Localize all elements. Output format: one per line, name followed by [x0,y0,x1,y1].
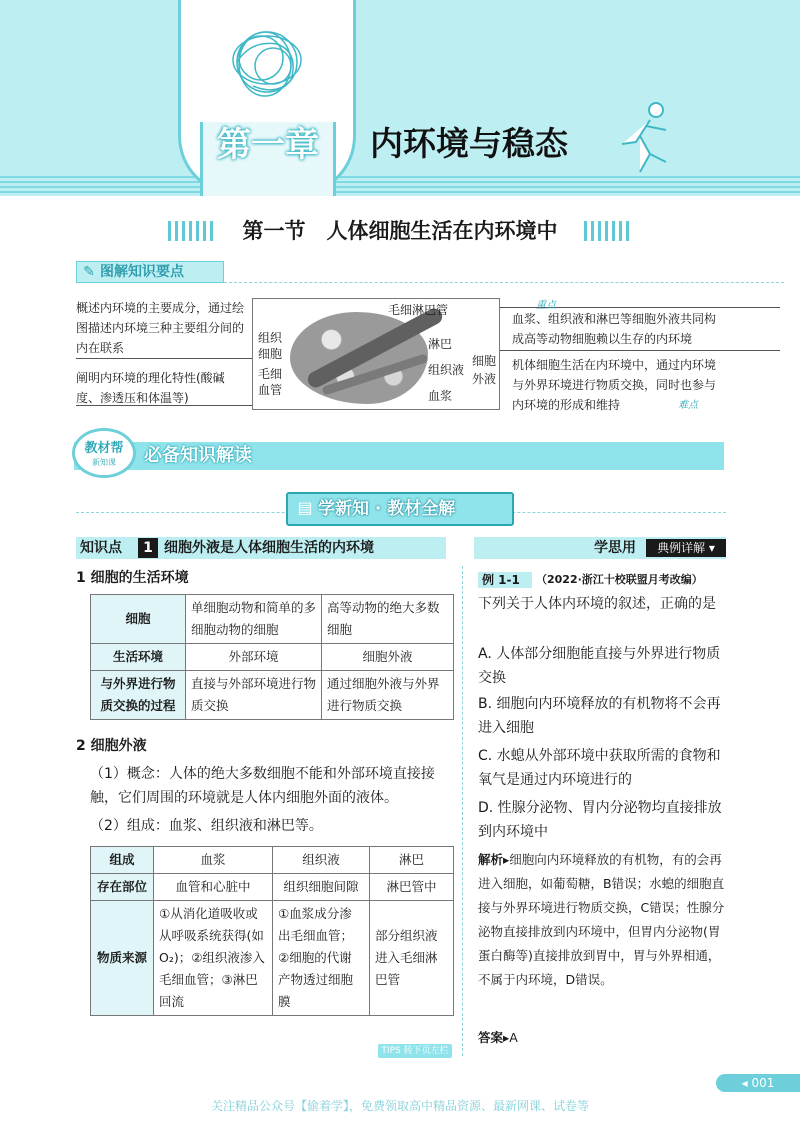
table-cell: 血管和心脏中 [154,874,273,901]
table-cell: 部分组织液进入毛细淋巴管 [370,901,454,1016]
table-cell: 通过细胞外液与外界进行物质交换 [322,671,454,720]
table-cell: 淋巴管中 [370,874,454,901]
objective-left-2: 阐明内环境的理化特性(酸碱度、渗透压和体温等) [76,371,225,405]
table-head: 与外界进行物质交换的过程 [91,671,186,720]
table-cell: 单细胞动物和简单的多细胞动物的细胞 [186,595,322,644]
table-cell: 血浆 [154,847,273,874]
key-points-title: 图解知识要点 [100,264,184,280]
table-cell: 组织细胞间隙 [273,874,370,901]
example-tag: 例 1-1 [478,572,532,588]
notebook-icon: ▤ [297,498,313,517]
objective-right-1: 血浆、组织液和淋巴等细胞外液共同构成高等动物细胞赖以生存的内环境 [512,312,717,346]
essential-badge-text: 教材帮 [84,441,124,456]
knowledge-point-number: 1 [138,538,158,558]
tag-key-point: 重点 [536,300,556,311]
xsy-tag-label: 典例详解 [657,541,706,555]
answer-block [478,1026,726,1050]
section-bars-left [168,221,214,241]
objective-left-1: 概述内环境的主要成分，通过绘图描述内环境三种主要组分间的内在联系 [76,301,245,355]
table-row [91,671,454,720]
knowledge-point-label: 知识点 [80,540,122,556]
table-head: 物质来源 [91,901,154,1016]
section-bars-right [584,221,630,241]
page-number-value: 001 [751,1076,775,1090]
answer-label: 答案 [478,1030,504,1045]
runner-icon [610,100,680,176]
answer-text: A [509,1030,518,1045]
analysis-text: 细胞向内环境释放的有机物，有的会再进入细胞，如葡萄糖，B错误；水螅的细胞直接与外界环境进行物质交换，C错误；性腺分泌物直接排放到内环境中，但胃内分泌物(胃蛋白酶等)直接排放到胃中，胃与外界相通，不属于内环境，D错误。 [478,852,725,987]
chapter-title: 内环境与稳态 [370,124,568,163]
arrow-icon: ◂ [741,1076,752,1090]
table-head: 生活环境 [91,644,186,671]
table-row [91,901,454,1016]
table-row [91,595,454,644]
label-plasma: 血浆 [428,389,453,403]
knowledge-point-title: 细胞外液是人体细胞生活的内环境 [164,540,374,556]
label-tissue-cell: 组织细胞 [258,331,283,361]
header-stripes [0,176,800,196]
table-cell: ①血浆成分渗出毛细血管；②细胞的代谢产物透过细胞膜 [273,901,370,1016]
analysis-label: 解析 [478,852,504,867]
analysis-block [478,848,726,992]
table-row [91,847,454,874]
table-cell: 细胞外液 [322,644,454,671]
label-capillary-lymph: 毛细淋巴管 [388,303,449,317]
essential-badge-sub: 新知课 [92,458,116,467]
paragraph-composition: （2）组成：血浆、组织液和淋巴等。 [90,818,323,834]
key-points-rule [224,282,784,283]
label-ecf: 细胞外液 [472,354,497,386]
label-lymph: 淋巴 [428,337,453,351]
option-b: B. 细胞向内环境释放的有机物将不会再进入细胞 [478,696,721,736]
ecf-table [90,846,454,1016]
table-cell: 高等动物的绝大多数细胞 [322,595,454,644]
tips-tag: TIPS 转下页左栏 [378,1044,452,1058]
heading-ecf: 2 细胞外液 [76,738,147,754]
footer-text: 关注精品公众号【偷着学】，免费领取高中精品资源、最新网课、试卷等 [210,1099,589,1113]
xsy-label: 学思用 [594,540,636,556]
divider [76,358,252,359]
chapter-label: 第一章 [217,125,319,165]
table-row [91,874,454,901]
label-capillary: 毛细血管 [258,367,283,397]
divider [500,350,780,351]
option-d: D. 性腺分泌物、胃内分泌物均直接排放到内环境中 [478,800,722,840]
essential-title: 必备知识解读 [144,445,252,466]
column-divider [462,566,463,1056]
table-row [91,644,454,671]
xsy-tag [646,539,726,557]
table-head: 细胞 [91,595,186,644]
table-cell: 直接与外部环境进行物质交换 [186,671,322,720]
pencil-icon: ✎ [83,264,95,280]
heading-cell-environment: 1 细胞的生活环境 [76,570,189,586]
table-cell: 淋巴 [370,847,454,874]
table-cell: 外部环境 [186,644,322,671]
section-title: 第一节 人体细胞生活在内环境中 [242,219,558,243]
table-cell: ①从消化道吸收或从呼吸系统获得(如O₂)；②组织液渗入毛细血管；③淋巴回流 [154,901,273,1016]
divider [76,405,252,406]
cell-environment-table [90,594,454,720]
example-question: 下列关于人体内环境的叙述，正确的是 [478,596,716,612]
tag-difficult-point: 难点 [678,400,698,411]
example-source: （2022·浙江十校联盟月考改编） [536,573,703,586]
table-cell: 组织液 [273,847,370,874]
table-head: 组成 [91,847,154,874]
table-head: 存在部位 [91,874,154,901]
triangle-down-icon: ▾ [708,541,715,555]
option-c: C. 水螅从外部环境中获取所需的食物和氧气是通过内环境进行的 [478,748,721,788]
play-icon: ▸ [503,1030,510,1045]
paragraph-concept: （1）概念：人体的绝大多数细胞不能和外部环境直接接触，它们周围的环境就是人体内细胞外面的液体。 [90,766,435,806]
label-interstitial: 组织液 [428,363,465,377]
option-a: A. 人体部分细胞能直接与外界进行物质交换 [478,646,721,686]
learn-new-title: 学新知 · 教材全解 [318,499,456,519]
play-icon: ▸ [503,852,510,867]
page-number [716,1074,800,1092]
objective-right-2: 机体细胞生活在内环境中，通过内环境与外界环境进行物质交换，同时也参与内环境的形成和维持 [512,358,717,412]
